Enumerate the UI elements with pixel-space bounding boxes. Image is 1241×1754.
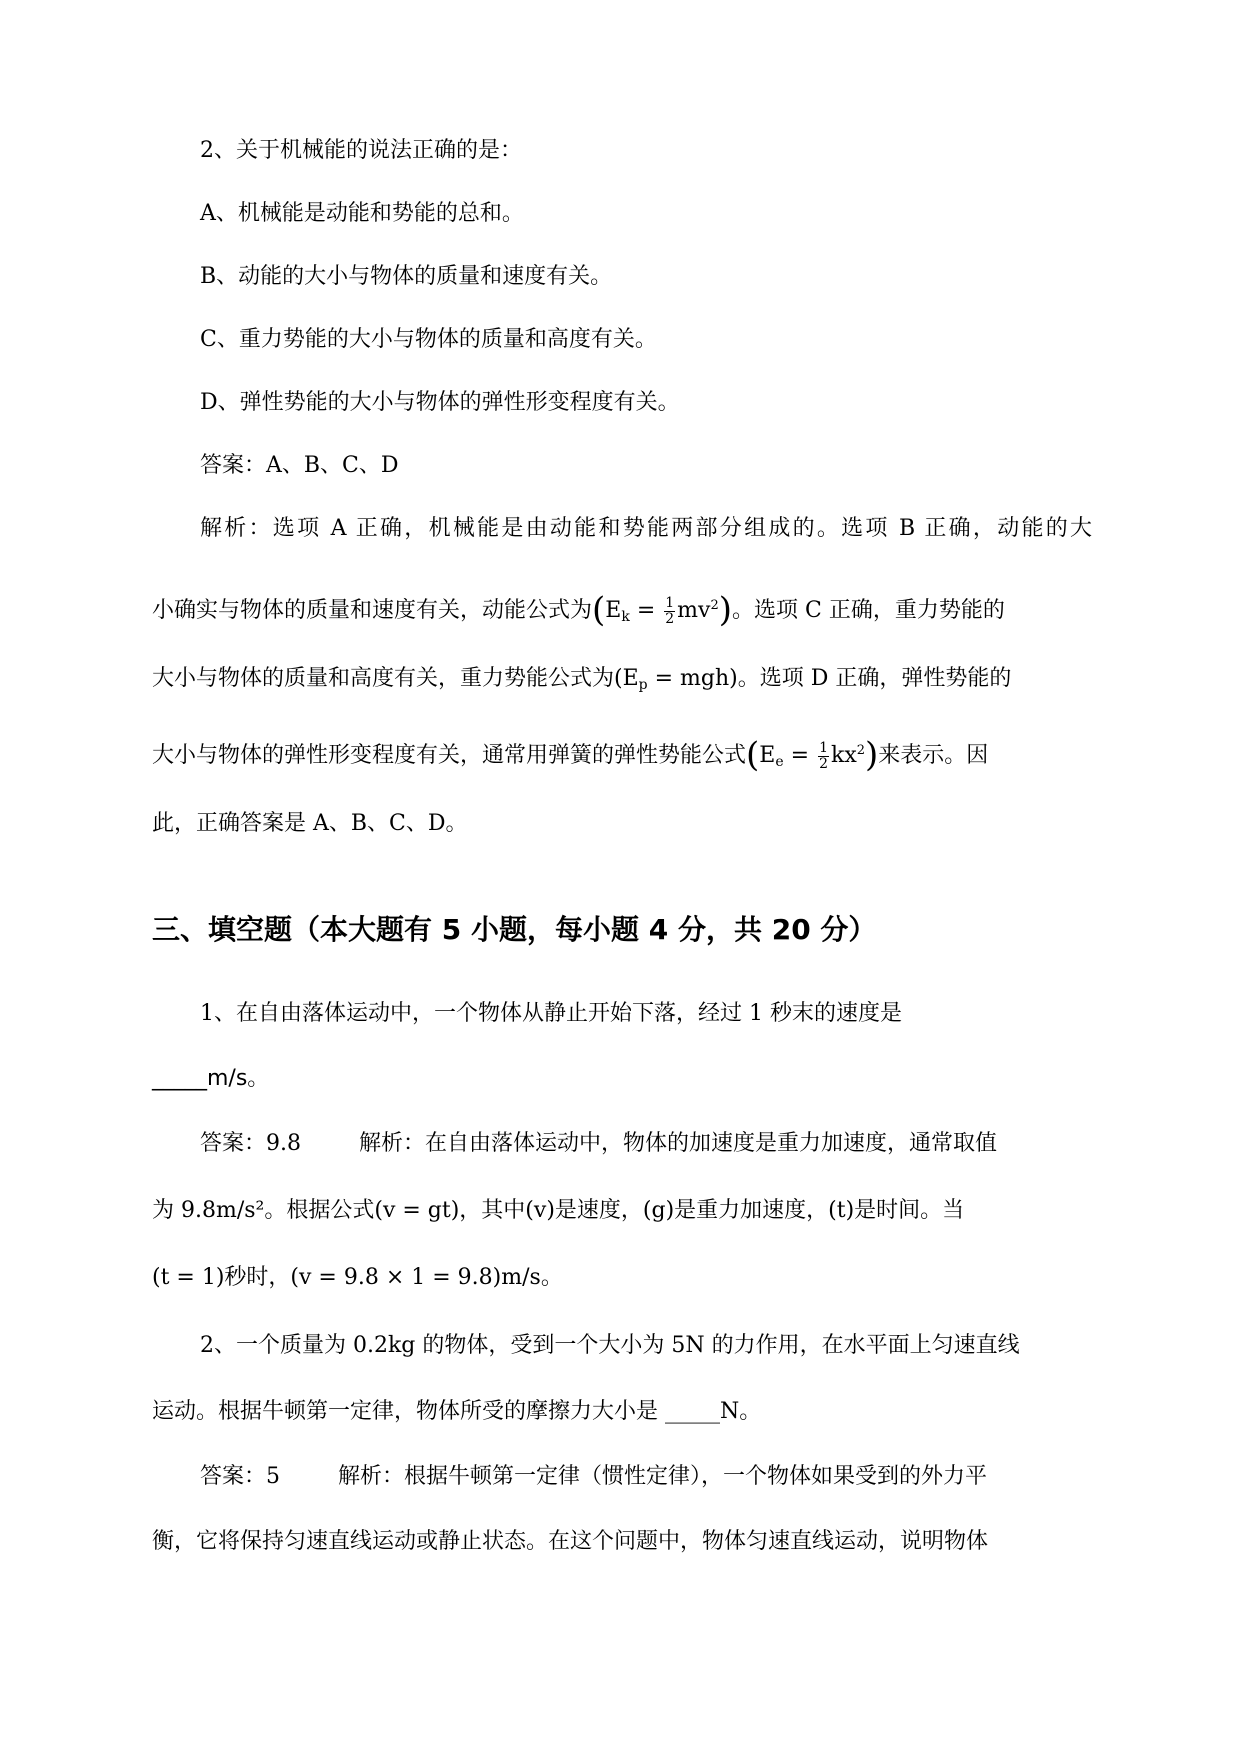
- mc-explanation-line-3: [152, 663, 1092, 701]
- mc-answer: 答案：A、B、C、D: [200, 453, 399, 478]
- mc-option-b: B、动能的大小与物体的质量和速度有关。: [200, 264, 613, 289]
- text-segment: 。选项 D 正确，弹性势能的: [737, 666, 1012, 691]
- fill-answer-2-line: [200, 1461, 1092, 1493]
- fill-question-1-line-1: 1、在自由落体运动中，一个物体从静止开始下落，经过 1 秒末的速度是: [200, 1001, 902, 1026]
- text-segment: 大小与物体的质量和高度有关，重力势能公式为: [152, 666, 615, 691]
- mc-option-d: D、弹性势能的大小与物体的弹性形变程度有关。: [200, 390, 680, 415]
- mc-explanation-line-5: 此，正确答案是 A、B、C、D。: [152, 811, 468, 836]
- fill-question-1-line-2: _____m/s。: [152, 1066, 270, 1091]
- mc-question: 2、关于机械能的说法正确的是：: [200, 138, 522, 163]
- fill-explanation-2-line-2: 衡，它将保持匀速直线运动或静止状态。在这个问题中，物体匀速直线运动，说明物体: [152, 1529, 989, 1554]
- fill-answer-2: 答案：5: [200, 1464, 280, 1489]
- text-segment: 。选项 C 正确，重力势能的: [732, 598, 1005, 623]
- fill-explanation-1-line-2: 为 9.8m/s²。根据公式(v = gt)，其中(v)是速度，(g)是重力加速度，(t)是时间。当: [152, 1198, 965, 1223]
- elastic-energy-formula: ($E_e$ = $\frac{1}{2}$ $kx^2$): [746, 735, 879, 775]
- potential-energy-formula: $(E_p = mgh)$: [614, 666, 738, 693]
- mc-explanation-line-4: [152, 735, 1092, 778]
- mc-explanation-line-2: [152, 590, 1092, 633]
- kinetic-energy-formula: ($E_k$ = $\frac{1}{2}$ $mv^2$): [592, 590, 733, 630]
- fill-answer-1: 答案：9.8: [200, 1131, 301, 1156]
- text-segment: 大小与物体的弹性形变程度有关，通常用弹簧的弹性势能公式: [152, 743, 747, 768]
- section-heading: 三、填空题（本大题有 5 小题，每小题 4 分，共 20 分）: [152, 913, 877, 946]
- fill-explanation-2-line-1: 解析：根据牛顿第一定律（惯性定律），一个物体如果受到的外力平: [338, 1464, 988, 1489]
- fill-explanation-1-line-1: 解析：在自由落体运动中，物体的加速度是重力加速度，通常取值: [359, 1131, 998, 1156]
- fill-explanation-1-line-3: (t = 1)秒时，(v = 9.8 × 1 = 9.8)m/s。: [152, 1265, 563, 1290]
- mc-option-a: A、机械能是动能和势能的总和。: [200, 201, 524, 226]
- text-segment: 来表示。因: [878, 743, 989, 768]
- fill-question-2-line-1: 2、一个质量为 0.2kg 的物体，受到一个大小为 5N 的力作用，在水平面上匀速直线: [200, 1333, 1020, 1358]
- text-segment: 小确实与物体的质量和速度有关，动能公式为: [152, 598, 593, 623]
- fill-question-2-line-2: 运动。根据牛顿第一定律，物体所受的摩擦力大小是 _____N。: [152, 1399, 762, 1424]
- fill-answer-1-line: [200, 1128, 1092, 1160]
- mc-explanation-line-1: 解析：选项 A 正确，机械能是由动能和势能两部分组成的。选项 B 正确，动能的大: [200, 516, 1092, 541]
- mc-option-c: C、重力势能的大小与物体的质量和高度有关。: [200, 327, 657, 352]
